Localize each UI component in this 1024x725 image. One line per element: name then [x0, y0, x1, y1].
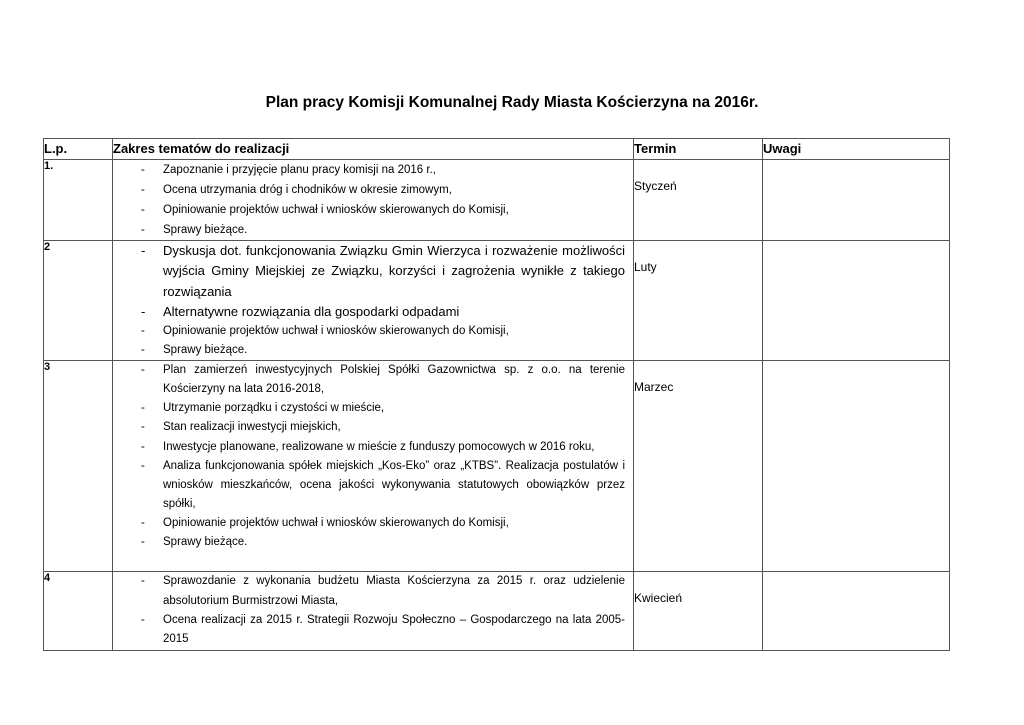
row-uwagi [763, 572, 950, 651]
row-topics [113, 241, 634, 361]
dash-marker: - [141, 402, 145, 415]
list-item-text: Opiniowanie projektów uchwał i wniosków skierowanych do Komisji, [163, 204, 509, 216]
row-uwagi [763, 361, 950, 572]
list-item [141, 220, 625, 240]
list-item-text: Inwestycje planowane, realizowane w mieście z funduszy pomocowych w 2016 roku, [163, 440, 595, 453]
list-item-text: Dyskusja dot. funkcjonowania Związku Gmin Wierzyca i rozważenie możliwości wyjścia Gminy Miejskiej ze Związku, korzyści i zagrożenia wynikłe z takiego rozwiązania [163, 243, 625, 299]
list-item [141, 457, 625, 514]
topic-list [113, 361, 633, 552]
header-termin: Termin [634, 139, 763, 160]
list-item [141, 322, 625, 341]
list-item [141, 611, 625, 650]
table-header-row [44, 139, 950, 160]
row-number: 3 [44, 361, 113, 572]
row-number: 4 [44, 572, 113, 651]
termin-text: Styczeń [634, 179, 677, 193]
dash-marker: - [141, 243, 146, 258]
list-item [141, 302, 625, 322]
dash-marker: - [141, 536, 145, 549]
row-termin [634, 241, 763, 361]
table-row [44, 572, 950, 651]
list-item-text: Opiniowanie projektów uchwał i wniosków skierowanych do Komisji, [163, 325, 509, 338]
list-item-text: Sprawozdanie z wykonania budżetu Miasta Kościerzyna za 2015 r. oraz udzielenie absolutorium Burmistrzowi Miasta, [163, 575, 625, 607]
list-item-text: Analiza funkcjonowania spółek miejskich „Kos-Eko” oraz „KTBS”. Realizacja postulatów i wniosków mieszkańców, ocena jakości wykonywania statutowych obowiązków przez spółki, [163, 459, 625, 510]
list-item-text: Zapoznanie i przyjęcie planu pracy komisji na 2016 r., [163, 164, 436, 176]
topic-list [113, 572, 633, 650]
header-lp: L.p. [44, 139, 113, 160]
termin-text: Luty [634, 260, 657, 274]
row-termin [634, 572, 763, 651]
header-uwagi: Uwagi [763, 139, 950, 160]
row-termin [634, 160, 763, 241]
list-item [141, 341, 625, 360]
dash-marker: - [141, 344, 145, 357]
row-number: 1. [44, 160, 113, 241]
dash-marker: - [141, 614, 145, 626]
table-row [44, 361, 950, 572]
dash-marker: - [141, 364, 145, 377]
list-item [141, 160, 625, 180]
list-item [141, 180, 625, 200]
list-item-text: Opiniowanie projektów uchwał i wniosków skierowanych do Komisji, [163, 516, 509, 529]
list-item-text: Sprawy bieżące. [163, 224, 248, 236]
row-number: 2 [44, 241, 113, 361]
header-zakres: Zakres tematów do realizacji [113, 139, 634, 160]
dash-marker: - [141, 224, 145, 236]
page-title: Plan pracy Komisji Komunalnej Rady Miasta Kościerzyna na 2016r. [265, 94, 759, 111]
row-uwagi [763, 160, 950, 241]
dash-marker: - [141, 575, 145, 588]
plan-table [43, 138, 950, 651]
dash-marker: - [141, 204, 145, 216]
list-item [141, 241, 625, 302]
list-item-text: Plan zamierzeń inwestycyjnych Polskiej Spółki Gazownictwa sp. z o.o. na terenie Kościerzyny na lata 2016-2018, [163, 364, 625, 396]
list-item-text: Ocena realizacji za 2015 r. Strategii Rozwoju Społeczno – Gospodarczego na lata 2005-2015 [163, 614, 625, 646]
row-topics [113, 361, 634, 572]
row-topics [113, 160, 634, 241]
list-item-text: Alternatywne rozwiązania dla gospodarki odpadami [163, 303, 460, 319]
list-item-text: Sprawy bieżące. [163, 536, 248, 549]
list-item-text: Stan realizacji inwestycji miejskich, [163, 421, 341, 434]
list-item-text: Sprawy bieżące. [163, 344, 248, 357]
termin-text: Marzec [634, 380, 674, 395]
list-item [141, 533, 625, 552]
dash-marker: - [141, 516, 145, 529]
row-termin [634, 361, 763, 572]
row-uwagi [763, 241, 950, 361]
list-item [141, 399, 625, 418]
dash-marker: - [141, 303, 146, 319]
list-item [141, 200, 625, 220]
row-topics [113, 572, 634, 651]
table-row [44, 241, 950, 361]
dash-marker: - [141, 164, 145, 176]
topic-list [113, 241, 633, 360]
termin-text: Kwiecień [634, 591, 683, 606]
list-item [141, 361, 625, 399]
dash-marker: - [141, 459, 145, 472]
dash-marker: - [141, 421, 145, 434]
list-item [141, 572, 625, 611]
list-item [141, 514, 625, 533]
list-item [141, 418, 625, 437]
list-item [141, 438, 625, 457]
dash-marker: - [141, 184, 145, 196]
topic-list [113, 160, 633, 240]
dash-marker: - [141, 440, 145, 453]
table-row [44, 160, 950, 241]
list-item-text: Utrzymanie porządku i czystości w mieście, [163, 402, 385, 415]
dash-marker: - [141, 325, 145, 338]
list-item-text: Ocena utrzymania dróg i chodników w okresie zimowym, [163, 184, 452, 196]
